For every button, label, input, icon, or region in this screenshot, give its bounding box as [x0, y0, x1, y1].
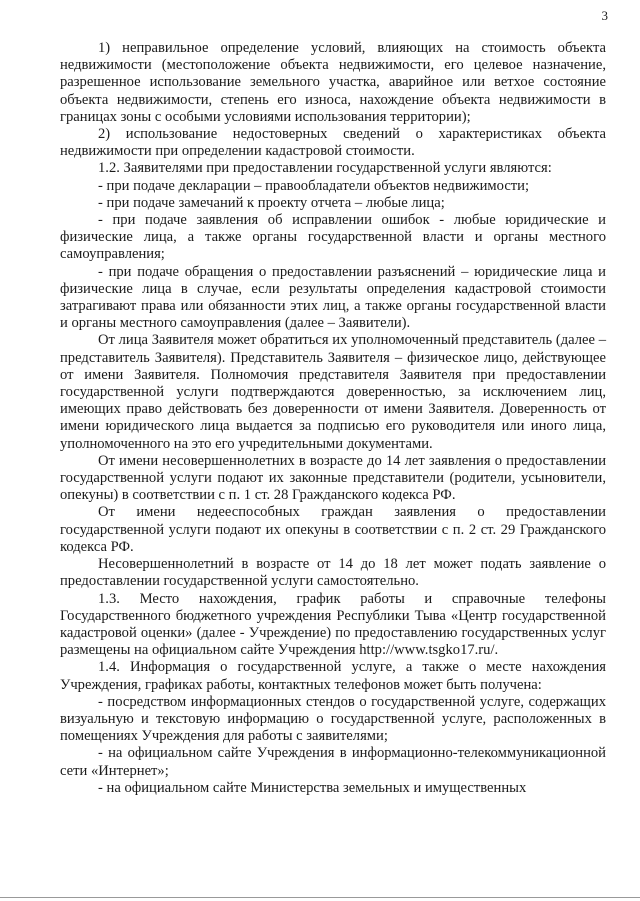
paragraph-8: От лица Заявителя может обратиться их уполномоченный представитель (далее – представитель Заявителя). Представитель Заявителя – физическое лицо, действующее от имени Заявителя. Полномочия представителя Заявителя при предоставлении государственной услуги подтверждаются доверенностью, за исключением лиц, имеющих право действовать без доверенности от имени Заявителя. Доверенность от имени юридического лица выдается за подписью его руководителя или иного лица, уполномоченного на это его учредительными документами.	[60, 332, 606, 452]
paragraph-10: От имени недееспособных граждан заявления о предоставлении государственной услуги подают их опекуны в соответствии с п. 2 ст. 29 Гражданского кодекса РФ.	[60, 504, 606, 555]
paragraph-3: 1.2. Заявителями при предоставлении государственной услуги являются:	[98, 160, 552, 177]
paragraph-14: - посредством информационных стендов о государственной услуге, содержащих визуальную и текстовую информацию о государственной услуге, расположенных в помещениях Учреждения для работы с заявителями;	[60, 693, 606, 745]
paragraph-5: - при подаче замечаний к проекту отчета – любые лица;	[98, 194, 445, 211]
paragraph-1: 1) неправильное определение условий, влияющих на стоимость объекта недвижимости (местоположение объекта недвижимости, его целевое назначение, разрешенное использование земельного участка, аварийное или ветхое состояние объекта недвижимости, степень его износа, нахождение объекта недвижимости в границах зоны с особыми условиями использования территории);	[60, 40, 606, 125]
page-number: 3	[601, 8, 608, 23]
paragraph-4: - при подаче декларации – правообладатели объектов недвижимости;	[98, 177, 530, 194]
paragraph-6: - при подаче заявления об исправлении ошибок - любые юридические и физические лица, а также органы государственной власти и органы местного самоуправления;	[60, 212, 606, 263]
paragraph-13: 1.4. Информация о государственной услуге, а также о месте нахождения Учреждения, графиках работы, контактных телефонов может быть получена:	[60, 659, 606, 693]
document-body	[60, 40, 606, 797]
paragraph-16: - на официальном сайте Министерства земельных и имущественных	[98, 779, 527, 796]
paragraph-9: От имени несовершеннолетних в возрасте до 14 лет заявления о предоставлении государственной услуги подают их законные представители (родители, усыновители, опекуны) в соответствии с п. 1 ст. 28 Гражданского кодекса РФ.	[60, 452, 606, 504]
paragraph-15: - на официальном сайте Учреждения в информационно-телекоммуникационной сети «Интернет»;	[60, 745, 606, 779]
paragraph-11: Несовершеннолетний в возрасте от 14 до 18 лет может подать заявление о предоставлении государственной услуги самостоятельно.	[60, 556, 606, 590]
paragraph-12: 1.3. Место нахождения, график работы и справочные телефоны Государственного бюджетного учреждения Республики Тыва «Центр государственной кадастровой оценки» (далее - Учреждение) по предоставлению государственных услуг размещены на официальном сайте Учреждения http://www.tsgko17.ru/.	[60, 590, 606, 659]
paragraph-2: 2) использование недостоверных сведений о характеристиках объекта недвижимости при определении кадастровой стоимости.	[60, 126, 606, 160]
scan-edge-line	[0, 897, 640, 898]
paragraph-7: - при подаче обращения о предоставлении разъяснений – юридические лица и физические лица в случае, если результаты определения кадастровой стоимости затрагивают права или обязанности этих лиц, а также органы государственной власти и органы местного самоуправления (далее – Заявители).	[60, 263, 606, 332]
